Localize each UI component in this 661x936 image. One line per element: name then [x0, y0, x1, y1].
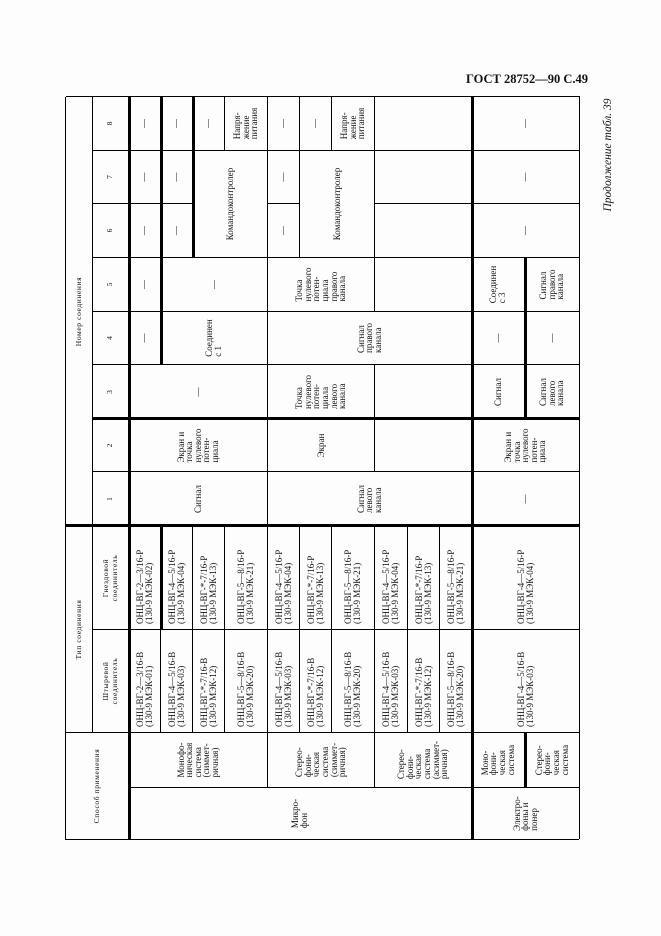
cell	[375, 150, 472, 203]
header-number-4	[93, 311, 129, 364]
header-application	[66, 732, 129, 839]
socket-connector-cell	[375, 526, 408, 629]
cell	[472, 419, 580, 471]
cell-text: ОНЦ-ВГ-*-7/16-Р (130-9 МЭК-13)	[198, 555, 218, 624]
cell-text: ОНЦ-ВГ-*-7/16-Р (130-9 МЭК-13)	[305, 555, 325, 624]
cell-text: ОНЦ-ВГ-2—3/16-В (130-9 МЭК-01)	[134, 651, 154, 727]
cell-text: ОНЦ-ВГ-4—5/16-В (130-9 МЭК-03)	[273, 651, 293, 727]
table-rule	[93, 418, 580, 421]
group-electrophones	[472, 787, 580, 839]
cell-text: Стерео- фони- ческая система (асиммет- ричная)	[396, 740, 450, 780]
header-socket-connector	[93, 526, 129, 629]
cell-text: —	[139, 333, 150, 343]
cell	[525, 364, 580, 419]
cell-text: Сигнал правого канала	[355, 323, 383, 353]
cell	[225, 96, 268, 150]
cell-text: ОНЦ-ВГ-4—5/16-Р (130-9 МЭК-04)	[381, 549, 400, 624]
cell-text: Командоконтролер	[224, 167, 235, 241]
cell-text: Штыревой соединитель	[100, 657, 119, 705]
header-number-1	[93, 471, 129, 526]
cell	[332, 96, 375, 150]
table-rule	[66, 525, 580, 528]
cell	[472, 471, 580, 526]
socket-connector-cell	[332, 526, 375, 629]
socket-connector-cell	[129, 526, 161, 629]
socket-connector-cell	[300, 526, 332, 629]
cell-text: —	[546, 333, 557, 343]
cell	[129, 311, 161, 364]
cell-text: 3	[105, 390, 115, 394]
cell	[129, 150, 161, 203]
cell	[268, 96, 300, 150]
pin-connector-cell	[332, 629, 375, 732]
socket-connector-cell	[408, 526, 440, 629]
table-rule	[160, 526, 163, 629]
header-number-5	[93, 257, 129, 311]
cell-text: ОНЦ-ВГ-5—8/16-В (130-9 МЭК-20)	[236, 651, 255, 727]
cell-text: Соединен с 3	[488, 265, 507, 304]
header-number-7	[93, 150, 129, 203]
cell	[375, 257, 472, 311]
cell-text: Тип соединения	[73, 599, 83, 660]
cell	[472, 150, 580, 203]
cell-text: Сигнал правого канала	[538, 269, 566, 300]
cell-text: Гнездовой соединитель	[100, 554, 119, 602]
cell-text: —	[520, 226, 531, 235]
cell-text: Точка нулевого потен- циала левого канала	[294, 374, 348, 410]
cell	[268, 203, 300, 257]
cell-text: ОНЦ-ВГ-5—8/16-Р (130-9 МЭК-21)	[236, 549, 255, 624]
cell-text: ОНЦ-ВГ-4—5/16-Р (130-9 МЭК-04)	[166, 549, 186, 624]
table-rule	[160, 96, 163, 364]
cell	[268, 419, 375, 471]
cell-text: —	[171, 172, 182, 182]
cell	[268, 364, 375, 419]
socket-connector-cell	[225, 526, 268, 629]
cell	[525, 311, 580, 364]
cell-text: Стерео- фони- ческая система (симмет- ричная)	[294, 742, 348, 778]
cell	[375, 364, 472, 419]
cell-text: Сигнал левого канала	[538, 378, 566, 406]
system-cell	[375, 732, 472, 787]
cell-text: —	[139, 119, 150, 128]
cell-text: Электро- фоны и понер	[511, 796, 539, 831]
table-rule	[128, 96, 131, 839]
cell-text: ОНЦ-ВГ-*-7/16-В (130-9 МЭК-12)	[198, 657, 218, 727]
table-rule	[192, 96, 195, 257]
pin-connector-cell	[300, 629, 332, 732]
cell-text: Способ применения	[91, 748, 101, 824]
cell	[472, 311, 525, 364]
cell	[472, 257, 525, 311]
system-cell	[525, 732, 580, 787]
cell-text: —	[139, 172, 150, 182]
cell-text: 4	[105, 336, 115, 340]
system-cell	[472, 732, 525, 787]
cell-text: —	[520, 119, 531, 128]
cell-text: ОНЦ-ВГ-4—5/16-В (130-9 МЭК-03)	[381, 651, 400, 727]
cell	[129, 203, 161, 257]
cell-text: 2	[105, 443, 115, 448]
socket-connector-cell	[268, 526, 300, 629]
cell	[525, 257, 580, 311]
table-rule	[471, 96, 474, 839]
cell-text: Экран и точка нулевого потен- циала	[175, 428, 220, 463]
header-number-2	[93, 419, 129, 471]
socket-connector-cell	[161, 526, 193, 629]
cell	[161, 96, 193, 150]
connection-table	[65, 97, 579, 840]
cell-text: ОНЦ-ВГ-*-7/16-В (130-9 МЭК-12)	[305, 657, 325, 727]
cell	[375, 419, 472, 471]
cell-text: —	[208, 280, 219, 289]
cell-text: ОНЦ-ВГ-4—5/16-Р (130-9 МЭК-04)	[515, 549, 535, 624]
cell-text: —	[278, 226, 289, 235]
cell-text: —	[520, 172, 531, 182]
pin-connector-cell	[440, 629, 472, 732]
cell-text: ОНЦ-ВГ-5—8/16-Р (130-9 МЭК-21)	[343, 549, 362, 624]
cell-text: ОНЦ-ВГ-5—8/16-Р (130-9 МЭК-21)	[445, 549, 465, 624]
socket-connector-cell	[472, 526, 580, 629]
header-number-8	[93, 96, 129, 150]
cell	[193, 96, 225, 150]
cell	[161, 150, 193, 203]
cell-text: —	[139, 280, 150, 289]
cell	[375, 203, 472, 257]
cell	[161, 257, 268, 311]
cell-text: Напря- жение питания	[232, 107, 260, 140]
cell-text: Экран и точка нулевого потен- циала	[503, 428, 548, 463]
cell-text: —	[171, 226, 182, 235]
header-number-3	[93, 364, 129, 419]
header-number-6	[93, 203, 129, 257]
cell-text: —	[171, 119, 182, 128]
cell-text: Сигнал левого канала	[355, 485, 383, 513]
cell-text: Командоконтролер	[331, 167, 342, 241]
cell	[268, 257, 375, 311]
cell-text: ОНЦ-ВГ-2—3/16-Р (130-9 МЭК-02)	[134, 549, 154, 624]
cell-text: ОНЦ-ВГ-5—8/16-В (130-9 МЭК-20)	[343, 651, 362, 727]
cell-text: —	[310, 119, 321, 128]
cell-text: 8	[105, 121, 115, 126]
cell-text: ОНЦ-ВГ-4—5/16-В (130-9 МЭК-03)	[166, 651, 186, 727]
pin-connector-cell	[408, 629, 440, 732]
cell-text: Номер соединения	[73, 276, 83, 347]
cell	[472, 96, 580, 150]
page-header: ГОСТ 28752—90 С.49	[466, 72, 589, 86]
cell-text: Соединен с 1	[204, 319, 223, 357]
cell	[129, 471, 268, 526]
cell-text: Экран	[315, 433, 326, 458]
table-rule	[524, 257, 527, 419]
cell-text: 5	[105, 282, 115, 287]
pin-connector-cell	[193, 629, 225, 732]
cell-text: —	[278, 119, 289, 128]
cell-text: 1	[105, 497, 115, 501]
cell-text: —	[520, 494, 531, 504]
cell	[472, 203, 580, 257]
cell-text: Сигнал	[492, 378, 503, 406]
socket-connector-cell	[193, 526, 225, 629]
pin-connector-cell	[472, 629, 580, 732]
cell-text: ОНЦ-ВГ-4—5/16-В (130-9 МЭК-03)	[515, 651, 535, 727]
cell-text: ОНЦ-ВГ-4—5/16-Р (130-9 МЭК-04)	[273, 549, 293, 624]
cell	[268, 311, 472, 364]
cell-text: —	[492, 333, 503, 343]
cell-text: —	[203, 119, 214, 128]
pin-connector-cell	[129, 629, 161, 732]
pin-connector-cell	[225, 629, 268, 732]
cell-text: Микро- фон	[290, 798, 309, 829]
cell	[129, 257, 161, 311]
pin-connector-cell	[268, 629, 300, 732]
cell-text: Напря- жение питания	[339, 107, 367, 140]
pin-connector-cell	[375, 629, 408, 732]
socket-connector-cell	[440, 526, 472, 629]
cell-text: ОНЦ-ВГ-*-7/16-В (130-9 МЭК-12)	[413, 657, 433, 727]
table-caption: Продолжение табл. 39	[602, 98, 614, 212]
cell-text: 6	[105, 228, 115, 233]
header-connection-number	[66, 96, 93, 526]
cell-text: Сигнал	[192, 485, 203, 513]
cell-text: 7	[105, 175, 115, 179]
cell-text: Точка нулевого потен- циала правого канала	[294, 267, 348, 302]
cell	[129, 364, 268, 419]
cell-text: —	[278, 172, 289, 182]
cell-text: Моно- фони- ческая система	[479, 744, 516, 776]
cell	[472, 364, 525, 419]
system-cell	[268, 732, 375, 787]
cell-text: —	[192, 387, 203, 397]
pin-connector-cell	[161, 629, 193, 732]
group-microphone	[129, 787, 472, 839]
cell-text: Монофо- ническая система (симмет- ричная)	[175, 742, 220, 778]
table-rule	[524, 732, 527, 787]
cell	[193, 150, 268, 257]
cell-text: —	[139, 226, 150, 235]
cell	[268, 150, 300, 203]
header-pin-connector	[93, 629, 129, 732]
cell-text: ОНЦ-ВГ-*-7/16-Р (130-9 МЭК-13)	[413, 555, 433, 624]
system-cell	[129, 732, 268, 787]
cell	[161, 203, 193, 257]
cell-text: ОНЦ-ВГ-5—8/16-В (130-9 МЭК-20)	[445, 651, 465, 727]
cell	[129, 419, 268, 471]
header-connector-type	[66, 526, 93, 732]
cell	[129, 96, 161, 150]
cell	[300, 96, 332, 150]
cell-text: Стерео- фони- ческая система	[533, 744, 570, 776]
cell	[300, 150, 375, 257]
cell	[161, 311, 268, 364]
cell	[268, 471, 472, 526]
cell	[375, 96, 472, 150]
